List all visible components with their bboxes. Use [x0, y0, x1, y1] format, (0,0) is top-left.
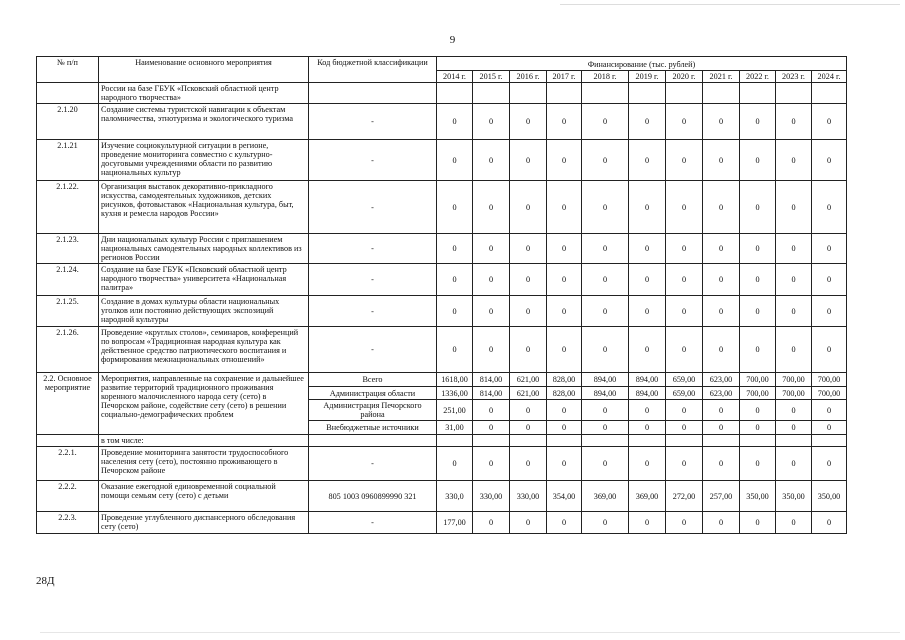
row-value: 0 [582, 264, 629, 296]
financing-table-wrapper [36, 56, 847, 534]
row-value: 0 [703, 296, 740, 327]
source-value: 814,00 [473, 373, 510, 387]
source-value: 0 [703, 400, 740, 421]
row-value: 0 [776, 296, 812, 327]
row-value: 0 [740, 104, 776, 140]
row-name: Организация выставок декоративно-прикладного искусства, самодеятельных художников, детских рисунков, фотовыставок «Национальная культура, быт, кухня и ремесла народов России» [99, 181, 309, 234]
row-value [510, 83, 547, 104]
row-value: 0 [666, 512, 703, 534]
row-kbk: - [309, 140, 437, 181]
row-value: 0 [473, 512, 510, 534]
source-value: 623,00 [703, 373, 740, 387]
row-name: Изучение социокультурной ситуации в регионе, проведение мониторинга совместно с культурно-досуговыми учреждениями области по развитию национальных культур [99, 140, 309, 181]
row-name: России на базе ГБУК «Псковский областной центр народного творчества» [99, 83, 309, 104]
table-row [37, 512, 847, 534]
source-value: 0 [510, 421, 547, 435]
row-value [703, 83, 740, 104]
row-number: 2.2.2. [37, 481, 99, 512]
source-value: 0 [740, 421, 776, 435]
row-value: 0 [547, 296, 582, 327]
row-value: 0 [666, 234, 703, 264]
row-value: 330,0 [437, 481, 473, 512]
source-value: 0 [473, 421, 510, 435]
table-row [37, 264, 847, 296]
row-value [437, 83, 473, 104]
source-value: 700,00 [776, 387, 812, 400]
row-number: 2.2.3. [37, 512, 99, 534]
row-value: 0 [473, 140, 510, 181]
row-number: 2.1.25. [37, 296, 99, 327]
row-value: 0 [740, 264, 776, 296]
row-value: 0 [437, 234, 473, 264]
row-value: 0 [473, 104, 510, 140]
row-value: 0 [510, 104, 547, 140]
row-value: 350,00 [776, 481, 812, 512]
including-label: в том числе: [99, 435, 309, 447]
row-value [582, 435, 629, 447]
row-value: 0 [740, 512, 776, 534]
row-value: 0 [547, 264, 582, 296]
source-value: 700,00 [740, 373, 776, 387]
row-value: 0 [582, 234, 629, 264]
row-name: Проведение углубленного диспансерного обследования сету (сето) [99, 512, 309, 534]
row-value: 0 [776, 140, 812, 181]
scan-artifact-bottom [40, 632, 900, 633]
source-value: 700,00 [812, 387, 847, 400]
row-value: 0 [582, 296, 629, 327]
row-kbk: - [309, 234, 437, 264]
row-value: 0 [473, 327, 510, 373]
source-value: 0 [812, 421, 847, 435]
row-kbk: - [309, 512, 437, 534]
main-event-number: 2.2. Основное мероприятие [37, 373, 99, 435]
row-value: 0 [547, 512, 582, 534]
source-value: 623,00 [703, 387, 740, 400]
row-value: 0 [473, 264, 510, 296]
row-number: 2.2.1. [37, 447, 99, 481]
header-year: 2019 г. [629, 71, 666, 83]
row-value: 354,00 [547, 481, 582, 512]
table-row [37, 481, 847, 512]
row-value: 0 [776, 264, 812, 296]
source-value: 0 [666, 421, 703, 435]
row-value: 0 [437, 296, 473, 327]
row-value: 0 [812, 327, 847, 373]
row-value: 0 [582, 327, 629, 373]
header-year: 2024 г. [812, 71, 847, 83]
row-value: 0 [629, 104, 666, 140]
row-value: 0 [812, 264, 847, 296]
row-value: 0 [703, 327, 740, 373]
row-value: 0 [437, 327, 473, 373]
table-row [37, 181, 847, 234]
header-financing: Финансирование (тыс. рублей) [437, 57, 847, 71]
source-value: 894,00 [629, 387, 666, 400]
header-year: 2017 г. [547, 71, 582, 83]
row-value [666, 83, 703, 104]
row-value: 0 [629, 327, 666, 373]
row-kbk: - [309, 327, 437, 373]
row-value: 0 [776, 181, 812, 234]
row-value: 257,00 [703, 481, 740, 512]
page-number: 9 [449, 34, 456, 46]
source-value: 0 [473, 400, 510, 421]
table-row [37, 83, 847, 104]
row-value: 0 [437, 140, 473, 181]
row-value: 330,00 [510, 481, 547, 512]
row-kbk: - [309, 104, 437, 140]
row-value: 350,00 [812, 481, 847, 512]
source-value: 0 [666, 400, 703, 421]
row-kbk: - [309, 181, 437, 234]
header-year: 2023 г. [776, 71, 812, 83]
source-label: Администрация области [309, 387, 437, 400]
source-value: 621,00 [510, 373, 547, 387]
row-number: 2.1.24. [37, 264, 99, 296]
row-value: 0 [812, 140, 847, 181]
row-value: 0 [666, 264, 703, 296]
row-value: 0 [437, 104, 473, 140]
source-value: 659,00 [666, 373, 703, 387]
row-value [547, 435, 582, 447]
row-value [510, 435, 547, 447]
source-row [37, 373, 847, 387]
row-value: 0 [582, 512, 629, 534]
row-value: 0 [740, 296, 776, 327]
row-value: 0 [703, 181, 740, 234]
row-name: Проведение мониторинга занятости трудоспособного населения сету (сето), постоянно проживающего в Печорском районе [99, 447, 309, 481]
row-value: 0 [510, 140, 547, 181]
row-value [812, 435, 847, 447]
source-value: 700,00 [740, 387, 776, 400]
row-name: Дни национальных культур России с приглашением национальных самодеятельных народных коллективов из регионов России [99, 234, 309, 264]
row-value: 369,00 [582, 481, 629, 512]
row-value [582, 83, 629, 104]
source-value: 31,00 [437, 421, 473, 435]
row-kbk: 805 1003 0960899990 321 [309, 481, 437, 512]
row-number: 2.1.22. [37, 181, 99, 234]
header-year: 2022 г. [740, 71, 776, 83]
row-value [740, 83, 776, 104]
header-year: 2021 г. [703, 71, 740, 83]
source-label: Внебюджетные источники [309, 421, 437, 435]
row-value: 0 [510, 447, 547, 481]
row-value: 0 [812, 234, 847, 264]
source-value: 251,00 [437, 400, 473, 421]
row-value: 0 [740, 234, 776, 264]
source-value: 0 [629, 400, 666, 421]
row-value: 369,00 [629, 481, 666, 512]
row-value: 0 [547, 234, 582, 264]
row-value: 0 [666, 296, 703, 327]
source-value: 0 [740, 400, 776, 421]
source-value: 0 [776, 400, 812, 421]
row-value [629, 435, 666, 447]
row-value: 0 [812, 104, 847, 140]
row-value: 0 [510, 512, 547, 534]
row-value: 0 [629, 181, 666, 234]
row-value: 0 [510, 264, 547, 296]
row-value: 0 [666, 104, 703, 140]
row-value: 0 [666, 327, 703, 373]
header-year: 2020 г. [666, 71, 703, 83]
row-value [473, 83, 510, 104]
source-value: 0 [629, 421, 666, 435]
row-number: 2.1.26. [37, 327, 99, 373]
row-value: 0 [740, 140, 776, 181]
header-kbk: Код бюджетной классификации [309, 57, 437, 83]
row-value: 0 [629, 234, 666, 264]
row-name: Создание системы туристской навигации к объектам паломничества, этнотуризма и экологического туризма [99, 104, 309, 140]
row-value: 0 [629, 512, 666, 534]
row-number [37, 435, 99, 447]
source-value: 1618,00 [437, 373, 473, 387]
row-value: 0 [510, 234, 547, 264]
source-label: Всего [309, 373, 437, 387]
row-number: 2.1.21 [37, 140, 99, 181]
row-value: 0 [740, 327, 776, 373]
scan-artifact-top [560, 4, 900, 5]
row-value: 0 [666, 140, 703, 181]
source-value: 700,00 [812, 373, 847, 387]
source-value: 0 [582, 400, 629, 421]
row-value: 0 [629, 447, 666, 481]
row-value: 0 [582, 140, 629, 181]
row-kbk: - [309, 264, 437, 296]
source-value: 659,00 [666, 387, 703, 400]
row-value: 0 [812, 296, 847, 327]
table-row [37, 104, 847, 140]
source-value: 0 [547, 421, 582, 435]
row-value: 0 [629, 264, 666, 296]
row-value: 0 [703, 447, 740, 481]
row-value: 0 [473, 296, 510, 327]
row-value: 0 [812, 512, 847, 534]
row-value: 0 [547, 447, 582, 481]
source-value: 828,00 [547, 387, 582, 400]
source-value: 894,00 [629, 373, 666, 387]
table-row [37, 296, 847, 327]
row-number [37, 83, 99, 104]
row-kbk: - [309, 296, 437, 327]
row-value: 0 [703, 104, 740, 140]
source-label: Администрация Печорского района [309, 400, 437, 421]
row-value: 177,00 [437, 512, 473, 534]
row-value: 0 [776, 104, 812, 140]
row-value: 0 [629, 296, 666, 327]
source-value: 0 [510, 400, 547, 421]
row-number: 2.1.23. [37, 234, 99, 264]
source-value: 700,00 [776, 373, 812, 387]
row-value: 0 [666, 447, 703, 481]
source-value: 621,00 [510, 387, 547, 400]
source-value: 0 [703, 421, 740, 435]
row-value: 350,00 [740, 481, 776, 512]
row-value [776, 435, 812, 447]
footer-code: 28Д [36, 575, 55, 587]
row-name: Оказание ежегодной единовременной социальной помощи семьям сету (сето) с детьми [99, 481, 309, 512]
row-value [776, 83, 812, 104]
row-value: 0 [473, 447, 510, 481]
row-value: 0 [812, 447, 847, 481]
row-value [666, 435, 703, 447]
source-value: 0 [776, 421, 812, 435]
source-value: 0 [812, 400, 847, 421]
main-event-name: Мероприятия, направленные на сохранение и дальнейшее развитие территорий традиционного проживания коренного малочисленного народа сету (сето) в Печорском районе, содействие сету (сето) в решении социально-демографических проблем [99, 373, 309, 435]
row-kbk [309, 83, 437, 104]
header-year: 2014 г. [437, 71, 473, 83]
row-name: Создание на базе ГБУК «Псковский областной центр народного творчества» университета «Национальная палитра» [99, 264, 309, 296]
row-name: Проведение «круглых столов», семинаров, конференций по вопросам «Традиционная народная культура как действенное средство патриотического воспитания и формирования межнациональных отношений» [99, 327, 309, 373]
row-value: 0 [776, 327, 812, 373]
source-value: 0 [582, 421, 629, 435]
row-value [740, 435, 776, 447]
header-year: 2016 г. [510, 71, 547, 83]
row-value: 330,00 [473, 481, 510, 512]
row-value: 0 [703, 512, 740, 534]
row-value: 0 [740, 447, 776, 481]
row-value: 0 [547, 181, 582, 234]
source-value: 894,00 [582, 373, 629, 387]
table-row [37, 447, 847, 481]
row-value: 0 [703, 264, 740, 296]
row-value: 0 [547, 327, 582, 373]
source-value: 814,00 [473, 387, 510, 400]
source-value: 1336,00 [437, 387, 473, 400]
row-value [473, 435, 510, 447]
row-value: 0 [629, 140, 666, 181]
row-value [703, 435, 740, 447]
row-value: 0 [776, 234, 812, 264]
row-value: 0 [437, 447, 473, 481]
row-value: 0 [776, 512, 812, 534]
row-value [547, 83, 582, 104]
table-row [37, 327, 847, 373]
row-kbk [309, 435, 437, 447]
row-value: 0 [547, 104, 582, 140]
row-value: 0 [437, 264, 473, 296]
row-value: 0 [582, 447, 629, 481]
row-value: 0 [703, 140, 740, 181]
row-value [812, 83, 847, 104]
row-value [629, 83, 666, 104]
row-value: 0 [473, 181, 510, 234]
source-value: 0 [547, 400, 582, 421]
header-year: 2015 г. [473, 71, 510, 83]
row-value: 0 [582, 181, 629, 234]
table-row [37, 140, 847, 181]
row-value: 0 [812, 181, 847, 234]
including-row [37, 435, 847, 447]
row-value: 0 [473, 234, 510, 264]
row-value: 0 [437, 181, 473, 234]
row-value: 0 [582, 104, 629, 140]
source-value: 894,00 [582, 387, 629, 400]
row-value: 0 [740, 181, 776, 234]
row-value: 0 [510, 181, 547, 234]
table-row [37, 234, 847, 264]
header-year: 2018 г. [582, 71, 629, 83]
row-kbk: - [309, 447, 437, 481]
row-value [437, 435, 473, 447]
header-no: № п/п [37, 57, 99, 83]
row-number: 2.1.20 [37, 104, 99, 140]
row-value: 0 [547, 140, 582, 181]
header-name: Наименование основного мероприятия [99, 57, 309, 83]
row-value: 0 [510, 296, 547, 327]
source-value: 828,00 [547, 373, 582, 387]
row-value: 272,00 [666, 481, 703, 512]
row-value: 0 [776, 447, 812, 481]
row-name: Создание в домах культуры области национальных уголков или постоянно действующих экспозиций народной культуры [99, 296, 309, 327]
row-value: 0 [703, 234, 740, 264]
row-value: 0 [510, 327, 547, 373]
row-value: 0 [666, 181, 703, 234]
financing-table [36, 56, 847, 534]
